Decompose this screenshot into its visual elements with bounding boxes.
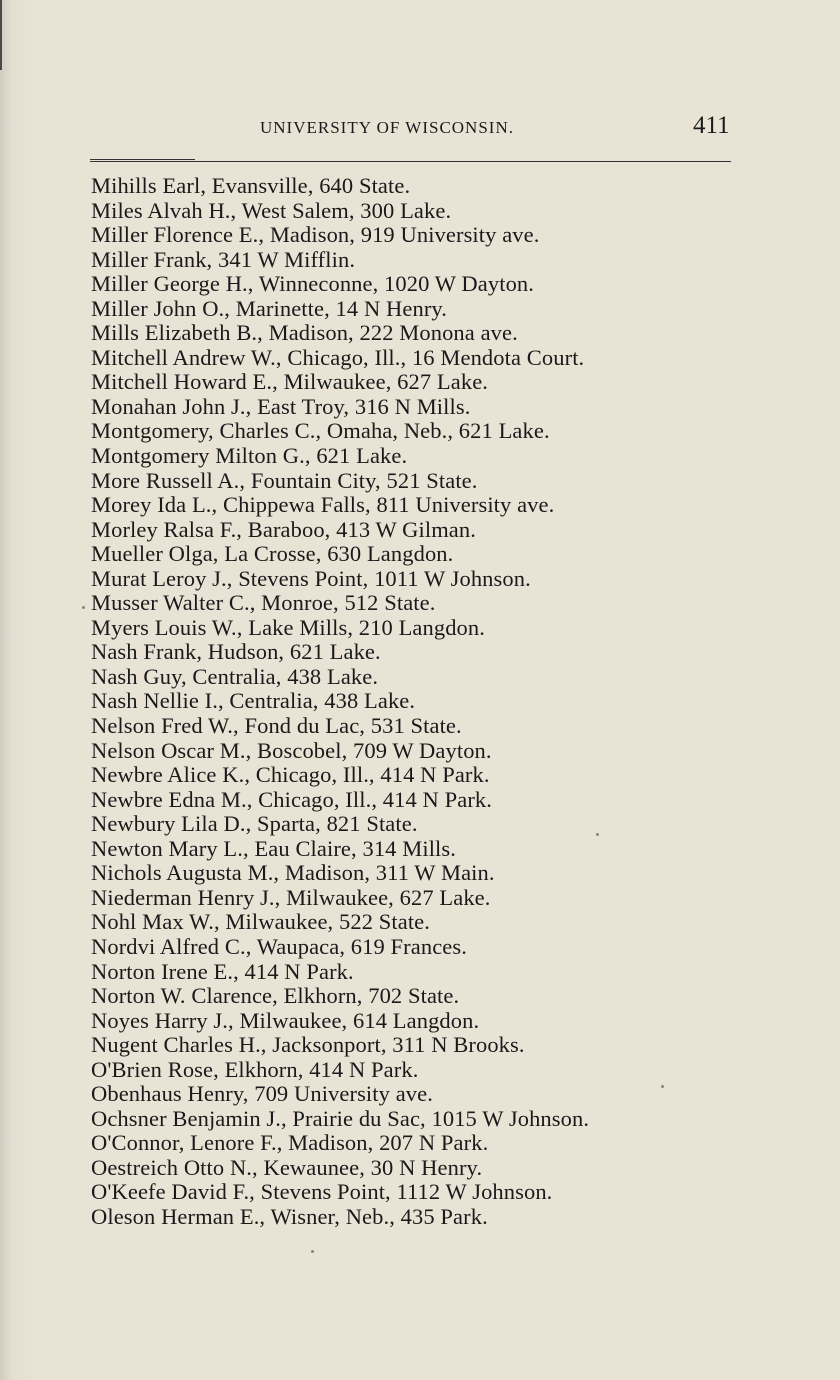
list-item: Nelson Fred W., Fond du Lac, 531 State. [91, 713, 462, 739]
paper-speck [311, 1250, 314, 1253]
list-item: Noyes Harry J., Milwaukee, 614 Langdon. [91, 1007, 480, 1033]
list-item: Nohl Max W., Milwaukee, 522 State. [91, 909, 430, 935]
list-item: Myers Louis W., Lake Mills, 210 Langdon. [91, 614, 485, 640]
list-item: Ochsner Benjamin J., Prairie du Sac, 1015 W Johnson. [91, 1105, 590, 1131]
list-item: Mitchell Andrew W., Chicago, Ill., 16 Mendota Court. [91, 344, 585, 370]
paper-speck [596, 833, 599, 836]
list-item: Newbre Edna M., Chicago, Ill., 414 N Park. [91, 786, 492, 812]
directory-list [91, 174, 751, 1230]
running-header: UNIVERSITY OF WISCONSIN. [260, 118, 514, 137]
list-item: Nichols Augusta M., Madison, 311 W Main. [91, 860, 495, 886]
paper-speck [82, 606, 85, 609]
list-item: Oestreich Otto N., Kewaunee, 30 N Henry. [91, 1154, 483, 1180]
list-item: Musser Walter C., Monroe, 512 State. [91, 590, 436, 616]
list-item: O'Connor, Lenore F., Madison, 207 N Park. [91, 1130, 489, 1156]
list-item: Niederman Henry J., Milwaukee, 627 Lake. [91, 884, 491, 910]
list-item: Nash Frank, Hudson, 621 Lake. [91, 639, 381, 665]
list-item: Morey Ida L., Chippewa Falls, 811 University ave. [91, 492, 555, 518]
list-item: Mueller Olga, La Crosse, 630 Langdon. [91, 541, 454, 567]
page-number: 411 [693, 112, 730, 139]
header-rule [90, 161, 731, 162]
list-item: Miller Florence E., Madison, 919 University ave. [91, 222, 540, 248]
list-item: Morley Ralsa F., Baraboo, 413 W Gilman. [91, 516, 476, 542]
list-item: Miller John O., Marinette, 14 N Henry. [91, 295, 448, 321]
list-item: Norton Irene E., 414 N Park. [91, 958, 354, 984]
list-item: Obenhaus Henry, 709 University ave. [91, 1081, 433, 1107]
list-item: Newton Mary L., Eau Claire, 314 Mills. [91, 835, 456, 861]
list-item: Newbre Alice K., Chicago, Ill., 414 N Park. [91, 762, 490, 788]
list-item: Mills Elizabeth B., Madison, 222 Monona ave. [91, 320, 518, 346]
list-item: O'Brien Rose, Elkhorn, 414 N Park. [91, 1056, 419, 1082]
list-item: Montgomery Milton G., 621 Lake. [91, 443, 408, 469]
list-item: Nash Nellie I., Centralia, 438 Lake. [91, 688, 416, 714]
list-item: Nelson Oscar M., Boscobel, 709 W Dayton. [91, 737, 492, 763]
list-item: Mitchell Howard E., Milwaukee, 627 Lake. [91, 369, 489, 395]
list-item: Nugent Charles H., Jacksonport, 311 N Brooks. [91, 1032, 525, 1058]
paper-speck [661, 1085, 664, 1088]
list-item: Miller George H., Winneconne, 1020 W Dayton. [91, 271, 534, 297]
list-item: Montgomery, Charles C., Omaha, Neb., 621 Lake. [91, 418, 550, 444]
list-item: Mihills Earl, Evansville, 640 State. [91, 173, 411, 198]
list-item: Nordvi Alfred C., Waupaca, 619 Frances. [91, 933, 467, 959]
list-item: Norton W. Clarence, Elkhorn, 702 State. [91, 983, 460, 1009]
header-rule-lead [90, 159, 195, 160]
list-item: Newbury Lila D., Sparta, 821 State. [91, 811, 418, 837]
list-item: Oleson Herman E., Wisner, Neb., 435 Park. [91, 1203, 488, 1229]
list-item: Murat Leroy J., Stevens Point, 1011 W Johnson. [91, 565, 531, 591]
list-item: Miles Alvah H., West Salem, 300 Lake. [91, 197, 452, 223]
list-item: More Russell A., Fountain City, 521 State. [91, 467, 478, 493]
list-item: O'Keefe David F., Stevens Point, 1112 W Johnson. [91, 1179, 553, 1205]
list-item: Monahan John J., East Troy, 316 N Mills. [91, 393, 471, 419]
list-item: Miller Frank, 341 W Mifflin. [91, 246, 356, 272]
list-item: Nash Guy, Centralia, 438 Lake. [91, 663, 379, 689]
